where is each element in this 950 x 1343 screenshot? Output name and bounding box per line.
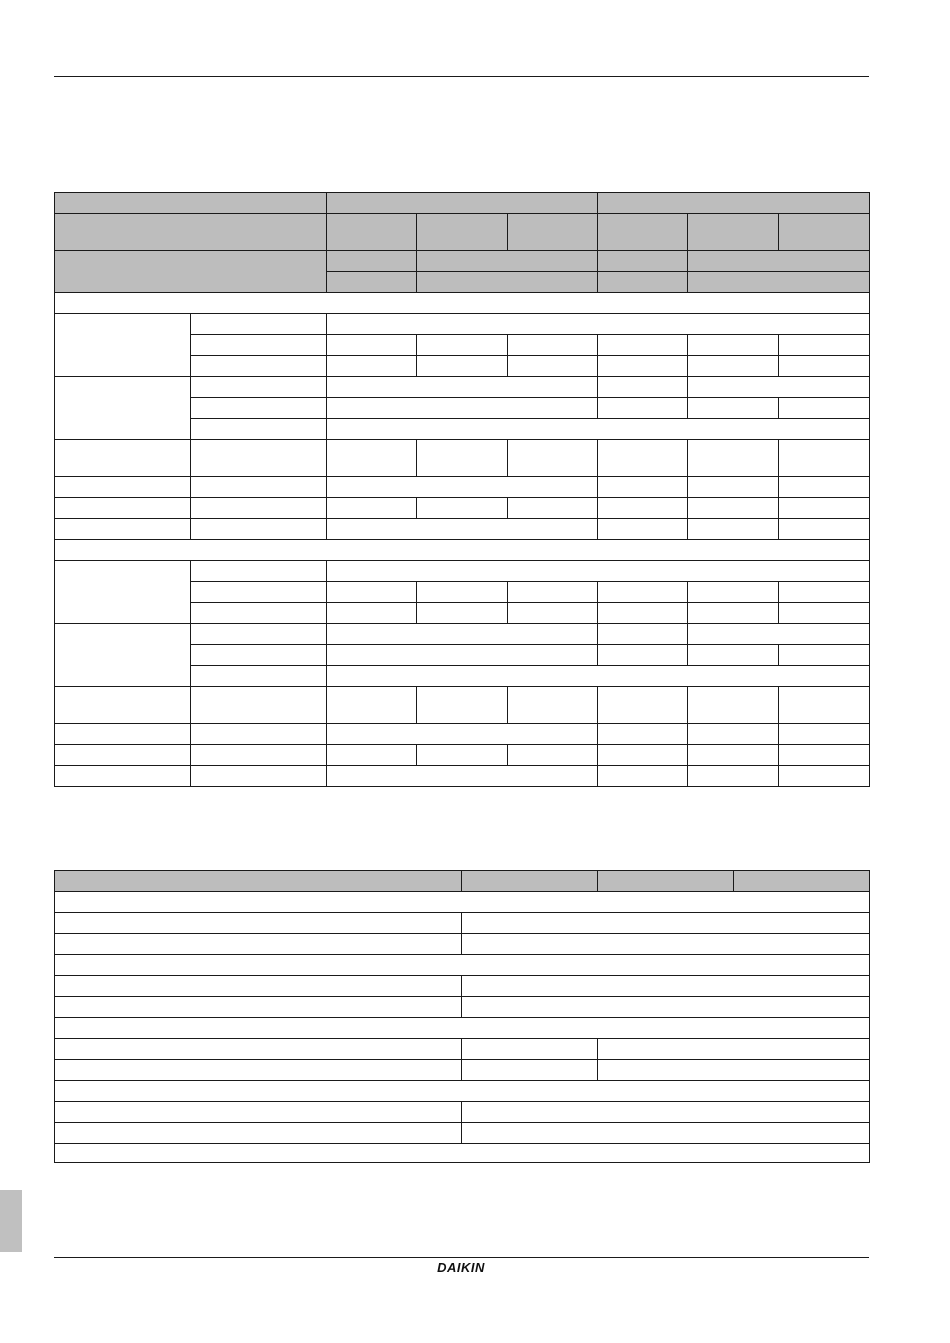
value-cell [598,477,688,498]
table-row [55,997,870,1018]
group-label-cell [55,377,191,440]
header-cell [55,871,462,892]
value-cell [688,624,870,645]
value-cell [327,398,598,419]
table-row [55,1102,870,1123]
header-cell [327,272,417,293]
value-cell [598,603,688,624]
value-cell [508,582,598,603]
value-cell [327,724,598,745]
label-cell [55,1102,462,1123]
group-label-cell [55,724,191,745]
value-cell [779,356,870,377]
group-label-cell [55,440,191,477]
label-cell [191,335,327,356]
value-cell [598,1039,870,1060]
header-cell [462,871,598,892]
header-cell [598,871,734,892]
table-row [55,913,870,934]
value-cell [598,335,688,356]
header-cell [598,193,870,214]
value-cell [462,997,870,1018]
label-cell [191,745,327,766]
value-cell [327,687,417,724]
value-cell [779,335,870,356]
section-cell [55,540,870,561]
value-cell [779,687,870,724]
value-cell [779,745,870,766]
value-cell [779,519,870,540]
header-cell [688,272,870,293]
header-cell [417,251,598,272]
group-label-cell [55,687,191,724]
header-cell [327,193,598,214]
group-label-cell [55,477,191,498]
label-cell [55,913,462,934]
label-cell [191,519,327,540]
header-cell [779,214,870,251]
value-cell [417,745,508,766]
label-cell [191,398,327,419]
specification-table [54,192,870,787]
label-cell [191,603,327,624]
table-row [55,377,870,398]
value-cell [598,645,688,666]
value-cell [688,766,779,787]
value-cell [327,519,598,540]
value-cell [327,314,870,335]
value-cell [462,934,870,955]
label-cell [55,976,462,997]
value-cell [417,603,508,624]
value-cell [598,582,688,603]
value-cell [598,624,688,645]
section-row [55,892,870,913]
value-cell [508,603,598,624]
value-cell [598,724,688,745]
label-cell [191,582,327,603]
value-cell [508,745,598,766]
value-cell [327,645,598,666]
label-cell [191,724,327,745]
value-cell [779,603,870,624]
value-cell [688,335,779,356]
value-cell [688,440,779,477]
label-cell [55,1060,462,1081]
section-cell [55,892,870,913]
value-cell [508,498,598,519]
value-cell [688,582,779,603]
value-cell [779,766,870,787]
footer-rule [54,1257,869,1258]
value-cell [327,335,417,356]
header-cell [598,251,688,272]
value-cell [508,440,598,477]
value-cell [417,687,508,724]
header-cell [688,251,870,272]
header-cell [508,214,598,251]
value-cell [688,645,779,666]
group-label-cell [55,314,191,377]
table-row [55,314,870,335]
value-cell [598,745,688,766]
value-cell [688,519,779,540]
header-cell [55,214,327,251]
value-cell [462,976,870,997]
label-cell [191,766,327,787]
section-cell [55,1144,870,1163]
section-row [55,955,870,976]
value-cell [327,498,417,519]
header-cell [688,214,779,251]
value-cell [462,1039,598,1060]
table-row [55,440,870,477]
header-cell [327,214,417,251]
table-row [55,976,870,997]
value-cell [598,356,688,377]
value-cell [598,687,688,724]
value-cell [417,582,508,603]
value-cell [779,724,870,745]
label-cell [191,419,327,440]
value-cell [688,477,779,498]
value-cell [417,498,508,519]
label-cell [191,645,327,666]
value-cell [779,582,870,603]
table-row [55,934,870,955]
section-row [55,1081,870,1102]
group-label-cell [55,561,191,624]
label-cell [191,561,327,582]
table-row [55,624,870,645]
label-cell [191,314,327,335]
value-cell [462,1102,870,1123]
value-cell [508,356,598,377]
section-row [55,1018,870,1039]
value-cell [779,498,870,519]
header-cell [417,272,598,293]
value-cell [417,335,508,356]
value-cell [417,356,508,377]
label-cell [191,477,327,498]
value-cell [327,377,598,398]
table-row [55,1060,870,1081]
group-label-cell [55,498,191,519]
table-row [55,519,870,540]
label-cell [55,1039,462,1060]
value-cell [598,377,688,398]
value-cell [327,356,417,377]
table-row [55,724,870,745]
header-cell [734,871,870,892]
label-cell [55,934,462,955]
group-label-cell [55,519,191,540]
value-cell [688,498,779,519]
side-tab [0,1190,22,1252]
value-cell [688,603,779,624]
table-row [55,745,870,766]
header-row-3 [55,251,870,272]
value-cell [779,440,870,477]
value-cell [327,603,417,624]
table-row [55,498,870,519]
label-cell [55,997,462,1018]
value-cell [688,687,779,724]
section-cell [55,1081,870,1102]
value-cell [462,1123,870,1144]
daikin-logo: DAIKIN [437,1259,485,1275]
group-label-cell [55,766,191,787]
value-cell [327,477,598,498]
label-cell [191,440,327,477]
value-cell [688,724,779,745]
value-cell [598,519,688,540]
table-row [55,561,870,582]
label-cell [191,666,327,687]
value-cell [327,666,870,687]
table-row [55,687,870,724]
section-row [55,1144,870,1163]
section-cell [55,955,870,976]
value-cell [327,440,417,477]
value-cell [598,398,688,419]
header-row-2 [55,214,870,251]
value-cell [327,561,870,582]
label-cell [191,498,327,519]
header-cell [417,214,508,251]
value-cell [779,477,870,498]
value-cell [688,356,779,377]
header-cell [55,193,327,214]
value-cell [688,745,779,766]
value-cell [327,419,870,440]
header-cell [327,251,417,272]
label-cell [191,687,327,724]
value-cell [598,766,688,787]
table-row [55,1039,870,1060]
table-row [55,766,870,787]
label-cell [191,624,327,645]
value-cell [598,498,688,519]
label-cell [55,1123,462,1144]
section-row [55,540,870,561]
table-row [55,1123,870,1144]
value-cell [598,1060,870,1081]
header-row-1 [55,193,870,214]
header-cell [55,251,327,293]
value-cell [688,398,779,419]
header-cell [598,214,688,251]
value-cell [688,377,870,398]
label-cell [191,356,327,377]
value-cell [417,440,508,477]
value-cell [462,913,870,934]
value-cell [779,645,870,666]
value-cell [462,1060,598,1081]
value-cell [327,766,598,787]
value-cell [327,624,598,645]
group-label-cell [55,745,191,766]
section-row [55,293,870,314]
section-cell [55,1018,870,1039]
value-cell [508,335,598,356]
header-cell [598,272,688,293]
table-row [55,477,870,498]
value-cell [327,582,417,603]
value-cell [327,745,417,766]
value-cell [508,687,598,724]
value-cell [598,440,688,477]
header-row [55,871,870,892]
group-label-cell [55,624,191,687]
label-cell [191,377,327,398]
section-cell [55,293,870,314]
header-rule [54,76,869,77]
option-table [54,870,870,1163]
value-cell [779,398,870,419]
